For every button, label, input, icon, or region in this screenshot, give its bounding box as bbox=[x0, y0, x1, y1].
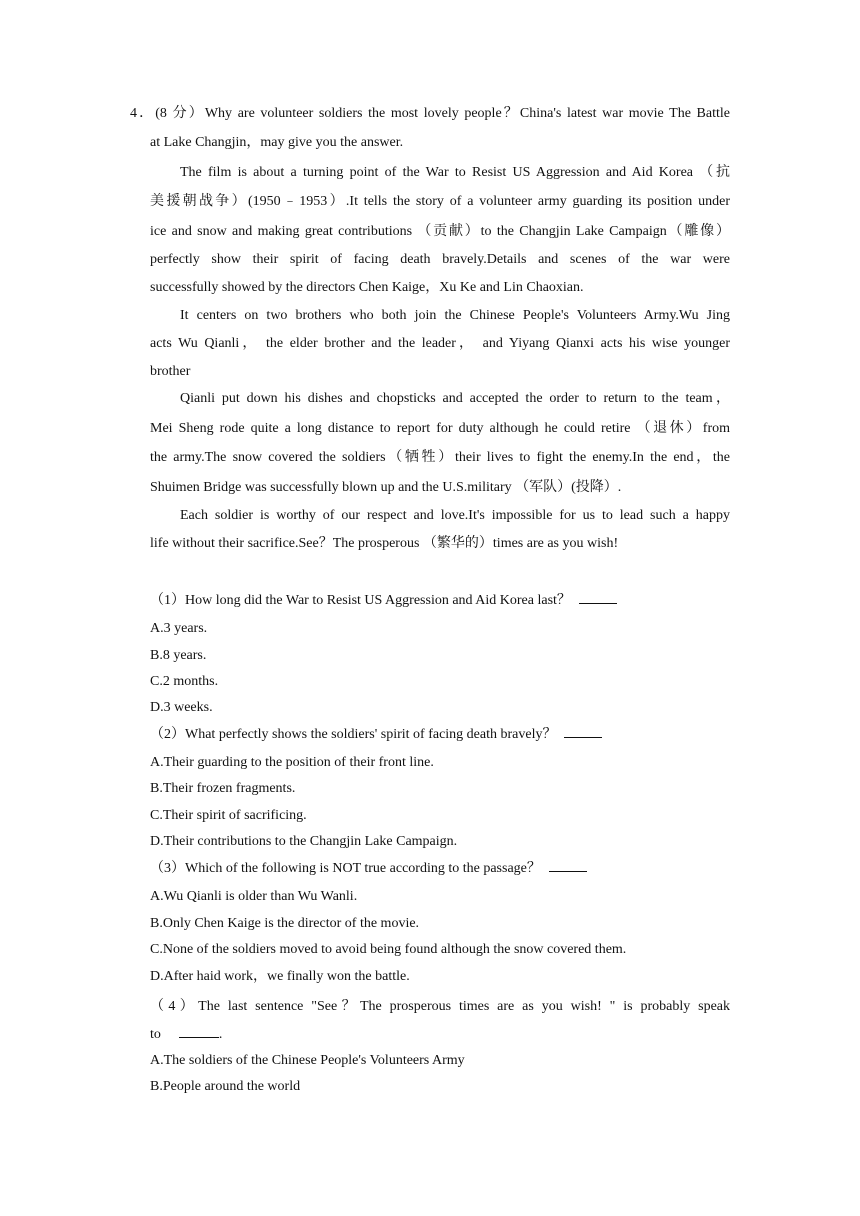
passage-p2-line-2: acts Wu Qianli， the elder brother and the leader， and Yiyang Qianxi acts his wise younger bbox=[150, 336, 730, 351]
passage-p1-line-1: The film is about a turning point of the War to Resist US Aggression and Aid Korea （抗 bbox=[180, 165, 730, 180]
answer-blank bbox=[549, 859, 587, 872]
sub-question-1-option-d: D.3 weeks. bbox=[150, 700, 213, 715]
sub-question-4-line-2 bbox=[150, 1025, 222, 1045]
passage-p4-line-2: life without their sacrifice.See？The prosperous （繁华的）times are as you wish! bbox=[150, 536, 619, 551]
sub-question-3-option-a: A.Wu Qianli is older than Wu Wanli. bbox=[150, 889, 358, 904]
sub-question-4-option-a: A.The soldiers of the Chinese People's Volunteers Army bbox=[150, 1053, 465, 1068]
sub-question-2 bbox=[150, 725, 602, 745]
sub-question-2-prompt: （2）What perfectly shows the soldiers' spirit of facing death bravely？ bbox=[150, 727, 557, 742]
sub-question-3-option-d: D.After haid work，we finally won the battle. bbox=[150, 969, 410, 984]
sub-question-1-option-b: B.8 years. bbox=[150, 648, 207, 663]
passage-p3-line-1: Qianli put down his dishes and chopsticks and accepted the order to return to the team， bbox=[180, 391, 730, 406]
sub-question-1-prompt: （1）How long did the War to Resist US Aggression and Aid Korea last？ bbox=[150, 593, 571, 608]
passage-p1-line-2: 美援朝战争）(1950﹣1953）.It tells the story of a volunteer army guarding its position under bbox=[150, 194, 730, 209]
passage-p3-line-3: the army.The snow covered the soldiers（牺牲）their lives to fight the enemy.In the end，the bbox=[150, 450, 730, 465]
passage-p1-line-3: ice and snow and making great contributions （贡献）to the Changjin Lake Campaign（雕像） bbox=[150, 224, 730, 239]
sub-question-4-line-1: （4）The last sentence "See？The prosperous times are as you wish! " is probably speak bbox=[150, 999, 730, 1014]
answer-blank bbox=[579, 591, 617, 604]
sub-question-4-prefix: to bbox=[150, 1027, 161, 1042]
sub-question-4-option-b: B.People around the world bbox=[150, 1079, 301, 1094]
sub-question-4-suffix: . bbox=[218, 1027, 223, 1042]
sub-question-1 bbox=[150, 591, 617, 611]
sub-question-3-option-c: C.None of the soldiers moved to avoid being found although the snow covered them. bbox=[150, 942, 627, 957]
passage-p2-line-3: brother bbox=[150, 364, 191, 379]
passage-p2-line-1: It centers on two brothers who both join the Chinese People's Volunteers Army.Wu Jing bbox=[180, 308, 730, 323]
sub-question-2-option-a: A.Their guarding to the position of their front line. bbox=[150, 755, 434, 770]
passage-p1-line-5: successfully showed by the directors Chen Kaige，Xu Ke and Lin Chaoxian. bbox=[150, 280, 584, 295]
passage-p1-line-4: perfectly show their spirit of facing death bravely.Details and scenes of the war were bbox=[150, 252, 730, 267]
sub-question-1-option-c: C.2 months. bbox=[150, 674, 219, 689]
sub-question-3-option-b: B.Only Chen Kaige is the director of the movie. bbox=[150, 916, 420, 931]
answer-blank bbox=[564, 725, 602, 738]
question-header-line-2: at Lake Changjin，may give you the answer. bbox=[150, 135, 404, 150]
sub-question-1-option-a: A.3 years. bbox=[150, 621, 208, 636]
answer-blank bbox=[179, 1025, 219, 1038]
sub-question-2-option-c: C.Their spirit of sacrificing. bbox=[150, 808, 307, 823]
passage-p4-line-1: Each soldier is worthy of our respect and love.It's impossible for us to lead such a happy bbox=[180, 508, 730, 523]
sub-question-2-option-d: D.Their contributions to the Changjin Lake Campaign. bbox=[150, 834, 458, 849]
question-header-line-1: 4．(8 分）Why are volunteer soldiers the most lovely people？China's latest war movie The Battle bbox=[130, 106, 730, 121]
sub-question-3-prompt: （3）Which of the following is NOT true according to the passage？ bbox=[150, 861, 541, 876]
passage-p3-line-4: Shuimen Bridge was successfully blown up and the U.S.military （军队）(投降）. bbox=[150, 480, 622, 495]
passage-p3-line-2: Mei Sheng rode quite a long distance to report for duty although he could retire （退休）from bbox=[150, 421, 730, 436]
sub-question-2-option-b: B.Their frozen fragments. bbox=[150, 781, 296, 796]
sub-question-3 bbox=[150, 859, 587, 879]
